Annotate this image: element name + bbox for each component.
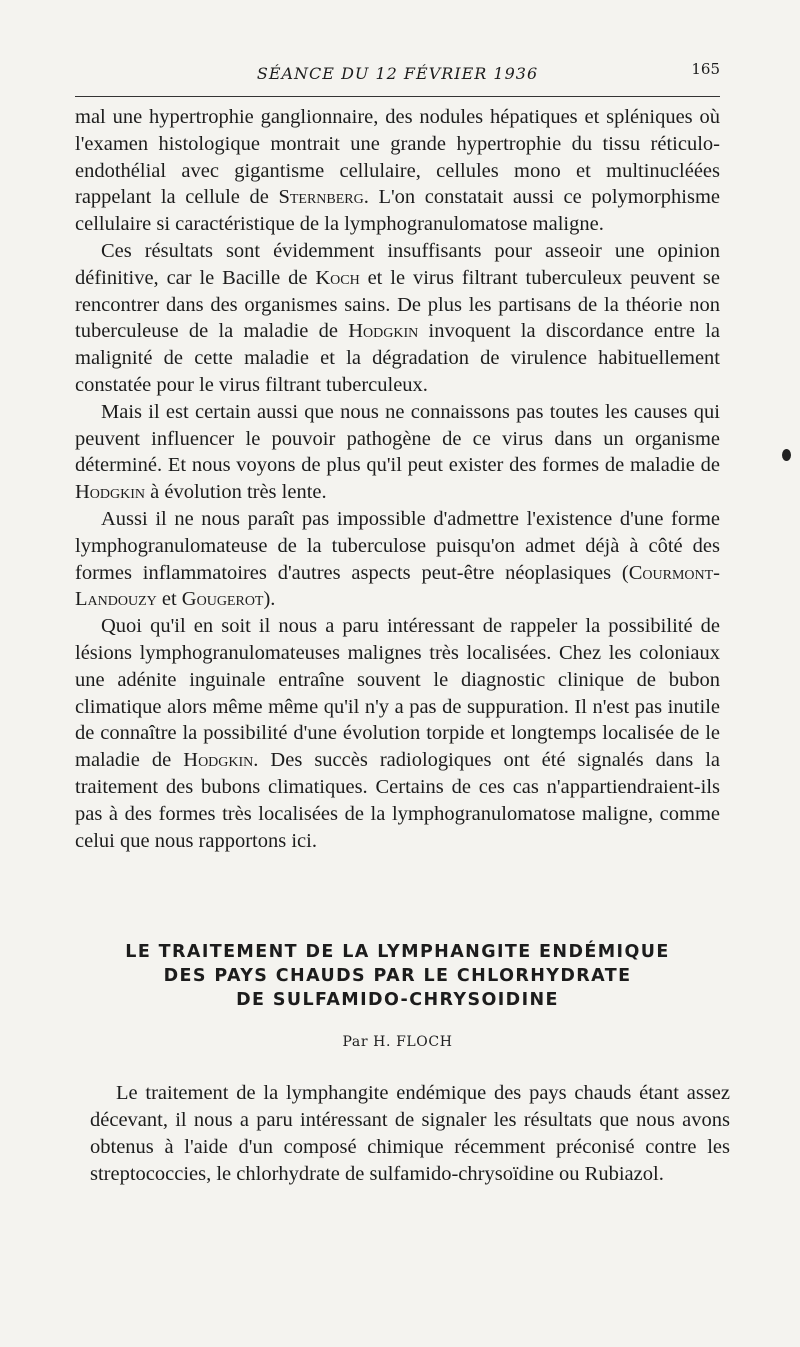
author-name-hodgkin: Hodgkin <box>348 320 419 343</box>
paragraph-2-text: Ces résultats sont évidemment insuffisants pour asseoir une opinion définitive, car le Bacille de <box>75 239 720 289</box>
article-title-line-3: DE SULFAMIDO-CHRYSOIDINE <box>236 990 559 1010</box>
paragraph-5 <box>75 613 720 854</box>
article-title-line-2: DES PAYS CHAUDS PAR LE CHLORHYDRATE <box>163 966 632 986</box>
article-author: Par H. FLOCH <box>342 1034 453 1050</box>
paragraph-3-end: à évolution très lente. <box>145 481 327 504</box>
author-name-hodgkin: Hodgkin <box>75 481 146 504</box>
author-name-courmont-landouzy: Courmont-Landouzy <box>75 561 720 611</box>
page-number: 165 <box>691 60 720 78</box>
paragraph-2 <box>75 238 720 399</box>
author-name-gougerot: Gougerot <box>181 588 264 611</box>
author-name-koch: Koch <box>315 266 360 289</box>
paragraph-4-and: et <box>156 588 182 611</box>
ink-mark <box>782 449 791 461</box>
author-name-hodgkin: Hodgkin <box>183 749 254 772</box>
paragraph-5-text: Quoi qu'il en soit il nous a paru intéressant de rappeler la possibilité de lésions lymphogranulomateuses malignes très localisées. Chez les coloniaux une adénite inguinale entraîne souvent le diagnostic clinique de bubon climatique alors même même qu'il n'y a pas de suppuration. Il n'est pas inutile de connaître la possibilité d'une évolution torpide et longtemps localisée de le maladie de <box>75 615 720 772</box>
paragraph-1-end: . L'on constatait aussi ce polymorphisme cellulaire si caractéristique de la lymphogranulomatose maligne. <box>75 186 721 236</box>
article-title-line-1: LE TRAITEMENT DE LA LYMPHANGITE ENDÉMIQUE <box>125 942 670 962</box>
paragraph-4 <box>75 506 720 613</box>
paragraph-1-text: mal une hypertrophie ganglionnaire, des nodules hépatiques et spléniques où l'examen histologique montrait une grande hypertrophie du tissu réticulo-endothélial avec gigantisme cellulaire, cellules mono et multinucléées rappelant la cellule de <box>75 106 720 209</box>
continued-article-body <box>75 104 720 854</box>
author-name-sternberg: Sternberg <box>278 186 364 209</box>
paragraph-3-text: Mais il est certain aussi que nous ne connaissons pas toutes les causes qui peuvent influencer le pouvoir pathogène de ce virus dans un organisme déterminé. Et nous voyons de plus qu'il peut exister des formes de maladie de <box>75 400 720 477</box>
paragraph-4-text: Aussi il ne nous paraît pas impossible d'admettre l'existence d'une forme lymphogranulomateuse de la tuberculose puisqu'on admet déjà à côté des formes inflammatoires d'autres aspects peut-être néoplasiques ( <box>75 507 720 584</box>
paragraph-2-mid: et le virus filtrant tuberculeux peuvent se rencontrer dans des organismes sains. De plus les partisans de la théorie non tuberculeuse de la maladie de <box>75 266 720 343</box>
paragraph-1 <box>75 104 720 238</box>
article-title <box>75 940 720 1012</box>
paragraph-5-end: . Des succès radiologiques ont été signalés dans la traitement des bubons climatiques. Certains de ces cas n'appartiendraient-ils pas à des formes très localisées de la lymphogranulomatose maligne, comme celui que nous rapportons ici. <box>75 749 720 852</box>
new-article-body <box>90 1080 730 1188</box>
paragraph-2-end: invoquent la discordance entre la malignité de cette maladie et la dégradation de virulence habituellement constatée pour le virus filtrant tuberculeux. <box>75 320 720 396</box>
article-intro-paragraph: Le traitement de la lymphangite endémique des pays chauds étant assez décevant, il nous a paru intéressant de signaler les résultats que nous avons obtenus à l'aide d'un composé chimique récemment préconisé contre les streptococcies, le chlorhydrate de sulfamido-chrysoïdine ou Rubiazol. <box>90 1082 730 1185</box>
running-header <box>75 60 720 97</box>
paragraph-4-end: ). <box>263 588 276 611</box>
paragraph-3 <box>75 399 720 506</box>
running-title: SÉANCE DU 12 FÉVRIER 1936 <box>256 64 539 83</box>
